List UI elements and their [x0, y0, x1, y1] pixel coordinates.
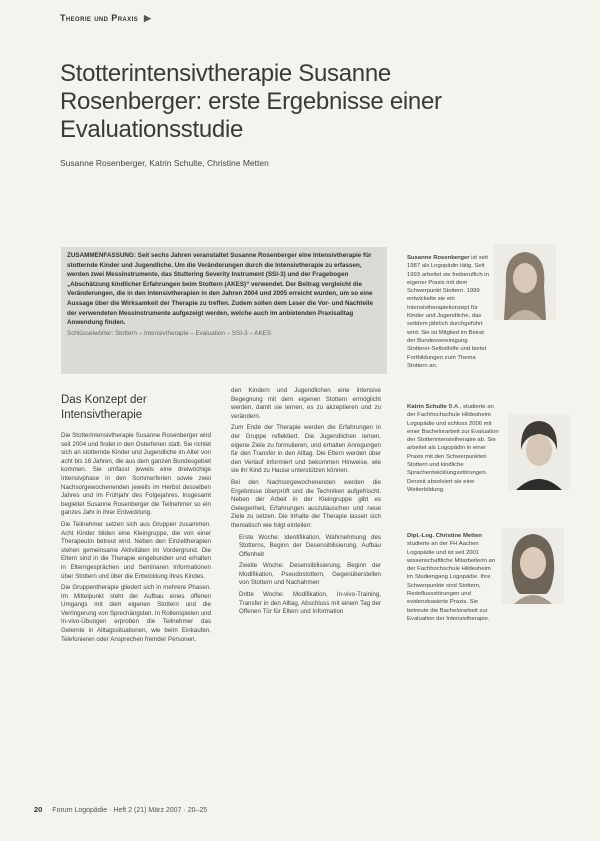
- abstract-keywords: Schlüsselwörter: Stottern – Intensivtherapie – Evaluation – SSI-3 – AKES: [67, 329, 272, 337]
- article-title: Stotterintensivtherapie Susanne Rosenberger: erste Ergebnisse einer Evaluationsstudie: [60, 60, 442, 143]
- author-bio-metten: [407, 532, 497, 623]
- section-label: [60, 13, 151, 24]
- abstract-box: [61, 247, 387, 374]
- body-column-1: [61, 432, 211, 800]
- author-photo-metten: [502, 528, 564, 604]
- list-item: • Dritte Woche: Modifikation, In-vivo-Training, Transfer in den Alltag, Abschluss mit einem Tag der Offenen Tür für Eltern und Information: [239, 591, 381, 617]
- list-item: • Zweite Woche: Desensibilisierung, Beginn der Modifikation, Pseudostottern, Gegenüberstellen von Stottern und Nachahmen: [239, 562, 381, 588]
- paragraph: Bei den Nachsorgewochenenden werden die Ergebnisse überprüft und die Techniken aufgefrischt. Neben der Arbeit in der Kleingruppe gibt es Gelegenheit, Erfahrungen auszutauschen und neue Ziele zu setzen. Die Inhalte der Therapie lassen sich thematisch wie folgt einteilen:: [231, 478, 381, 529]
- paragraph: den Kindern und Jugendlichen eine intensive Begegnung mit dem eigenen Stottern ermöglicht werden, damit sie lernen, es zu akzeptieren und zu verändern.: [231, 387, 381, 420]
- bio-name: Katrin Schulte: [407, 404, 447, 410]
- body-column-2: [231, 387, 381, 800]
- author-photo-rosenberger: [494, 244, 556, 320]
- paragraph: Die Gruppentherapie gliedert sich in mehrere Phasen. Im Mittelpunkt steht der Aufbau eines offenen Umgangs mit dem eigenen Stottern und die Verringerung von Sprechängsten. In Rollenspielen und In-vivo-Übungen erproben die Teilnehmer das Gelernte in Alltagssituationen, wie beim Einkaufen, Telefonieren oder Ansprechen fremder Personen.: [61, 584, 211, 643]
- bio-name: Susanne Rosenberger: [407, 255, 470, 261]
- portrait-image: [494, 244, 556, 320]
- paragraph: Zum Ende der Therapie werden die Erfahrungen in der Gruppe reflektiert. Die Jugendlichen lernen, eigene Ziele zu formulieren, und erhalten Anregungen für den Transfer in den Alltag. Die Eltern werden über den Verlauf informiert und bekommen Hinweise, wie sie ihr Kind zu Hause unterstützen können.: [231, 424, 381, 475]
- bullet-list: [231, 534, 381, 617]
- portrait-image: [508, 414, 570, 490]
- bio-name: Dipl.-Log. Christine Metten: [407, 533, 482, 539]
- section-heading: Das Konzept der Intensivtherapie: [61, 394, 147, 421]
- paragraph: Die Stotterintensivtherapie Susanne Rosenberger wird seit 2004 und findet in den Osterferien statt. Sie richtet sich an stotternde Kinder und Jugendliche im Alter von acht bis 18 Jahren, die aus dem ganzen Bundesgebiet kommen. Sie umfasst jeweils eine dreiwöchige Intensivphase in den Sommerferien sowie zwei Nachsorgewochenenden jeweils im Herbst desselben Jahres und im Frühjahr des Folgejahres. Insgesamt begleitet Susanne Rosenberger die Teilnehmer so ein ganzes Jahr in ihrer Entwicklung.: [61, 432, 211, 517]
- section-label-text: Theorie und Praxis: [60, 13, 139, 23]
- author-bio-schulte: [407, 403, 503, 494]
- bio-text: studierte an der FH Aachen Logopädie und ist seit 2001 wissenschaftliche Mitarbeiterin an der Fachhochschule Hildesheim im Studiengang Logopädie. Ihre Schwerpunkte sind Stottern, Redeflussstörungen und evidenzbasierte Praxis. Sie betreute die Bachelorarbeit zur Evaluation der Intensivtherapie.: [407, 541, 496, 622]
- bio-text: B.A., studierte an der Fachhochschule Hildesheim Logopädie und schloss 2006 mit einer Bachelorarbeit zur Evaluation der Stotterintensivtherapie ab. Sie arbeitet als Logopädin in einer Praxis mit den Schwerpunkten Stottern und kindliche Sprachentwicklungsstörungen. Derzeit absolviert sie eine Weiterbildung.: [407, 404, 499, 493]
- page-footer: [34, 805, 207, 814]
- author-photo-schulte: [508, 414, 570, 490]
- article-authors: Susanne Rosenberger, Katrin Schulte, Christine Metten: [60, 158, 269, 168]
- bio-text: ist seit 1987 als Logopädin tätig. Seit 1993 arbeitet sie freiberuflich in eigener Praxis mit dem Schwerpunkt Stottern. 1999 entwickelte sie ein Intensivtherapiekonzept für Kinder und Jugendliche, das seitdem jährlich durchgeführt wird. Sie ist Mitglied im Beirat der Bundesvereinigung Stotterer-Selbsthilfe und bietet Fortbildungen zum Thema Stottern an.: [407, 255, 489, 369]
- section-arrow-icon: ▶: [143, 13, 152, 23]
- page-number: 20: [34, 805, 43, 814]
- author-bio-rosenberger: [407, 254, 491, 370]
- list-item: • Erste Woche: Identifikation, Wahrnehmung des Stotterns, Beginn der Desensibilisierung, Aufbau Offenheit: [239, 534, 381, 560]
- paragraph: Die Teilnehmer setzen sich aus Gruppen zusammen. Acht Kinder bilden eine Kleingruppe, die von einer Therapeutin betreut wird. Neben den Einzeltherapien stehen gemeinsame Aktivitäten im Vordergrund. Die Eltern sind in die Therapie eingebunden und erhalten in Elterngesprächen und Seminaren Informationen über Stottern und über die Entwicklung ihres Kindes.: [61, 520, 211, 580]
- footer-journal: Forum Logopädie · Heft 2 (21) März 2007 · 20–25: [52, 807, 208, 814]
- portrait-image: [502, 528, 564, 604]
- abstract-text: ZUSAMMENFASSUNG: Seit sechs Jahren veranstaltet Susanne Rosenberger eine Intensivtherapie für stotternde Kinder und Jugendliche. Um die Veränderungen durch die Intensivtherapie zu erfassen, werden zwei Messinstrumente, das Stuttering Severity Instrument (SSI-3) und der Fragebogen „Abschätzung kindlicher Erfahrungen beim Stottern (AKES)“ verwendet. Der Beitrag vergleicht die Veränderungen, die in den Intensivtherapien in den Jahren 2004 und 2005 erreicht wurden, um so eine Aussage über die Wirksamkeit der Therapie zu treffen. Zudem sollen dem Leser die Vor- und Nachteile der verwendeten Messinstrumente aufgezeigt werden, welche auch im anbietenden Praxisalltag Anwendung finden.: [67, 252, 374, 327]
